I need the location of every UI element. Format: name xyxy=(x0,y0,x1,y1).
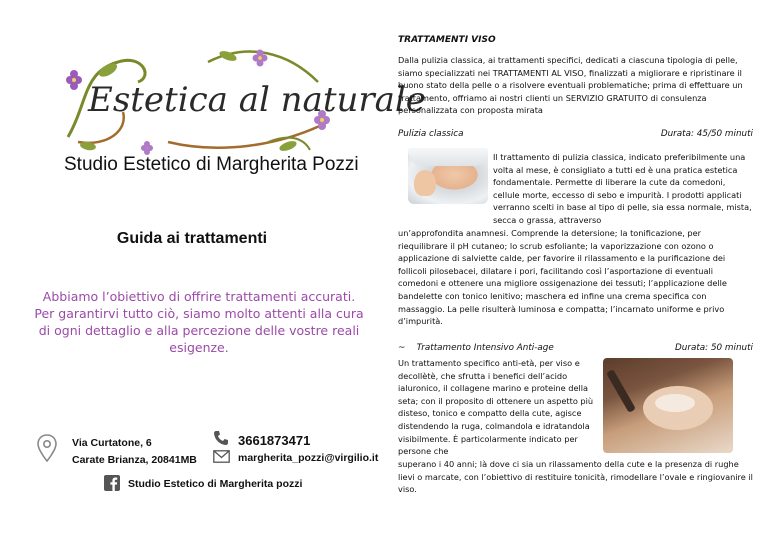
facial-cleansing-photo xyxy=(408,148,488,204)
treatment-name: Trattamento Intensivo Anti-age xyxy=(416,343,554,353)
treatment-description-continued: superano i 40 anni; là dove ci sia un rilassamento della cute e la presenza di rughe lievi o marcate, con l’obiettivo di restituire tonicità, rimodellare l’ovale e ringiovanire il viso. xyxy=(398,459,753,495)
treatment-description-continued: un’approfondita anamnesi. Comprende la detersione; la tonificazione, per riequilibrare il pH cutaneo; lo scrub esfoliante; la vaporizzazione con ozono o applicazione di salviette calde, per favorire il rilassamento e la purificazione dei follicoli pilosebacei, dilatare i pori, facilitando così l’asportazione di eventuali comedoni e ottenere una migliore ossigenazione dei tessuti; l’applicazione delle bandelette con tonico lenitivo; maschera ed infine una crema specifica con massaggio. La pelle risulterà luminosa e compatta; l’incarnato uniforme e privo d’impurità. xyxy=(398,228,727,327)
bullet-icon: ~ xyxy=(398,343,406,353)
anti-age-mask-photo xyxy=(603,358,733,453)
treatment-description: Il trattamento di pulizia classica, indicato preferibilmente una volta al mese, è consigliato a tutti ed è una pratica estetica fondamentale. Permette di liberare la cute da comedoni, cellule morte, eccesso di sebo e impurità. I prodotti applicati verranno scelti in base al tipo di pelle, sia essa normale, mista, secca o grassa, attraverso xyxy=(493,152,752,225)
address-line-1: Via Curtatone, 6 xyxy=(72,437,152,449)
facebook-icon xyxy=(104,475,120,491)
treatment-name-row xyxy=(398,342,554,355)
treatment-duration: Durata: 45/50 minuti xyxy=(660,129,753,139)
address xyxy=(72,435,197,469)
contact-block xyxy=(0,420,384,520)
studio-name: Studio Estetico di Margherita Pozzi xyxy=(64,154,359,175)
flower-icon xyxy=(66,70,82,90)
mission-statement: Abbiamo l’obiettivo di offrire trattamenti accurati. Per garantirvi tutto ciò, siamo molto attenti alla cura di ogni dettaglio e alla percezione delle vostre reali esigenze. xyxy=(34,289,364,355)
phone-number[interactable]: 3661873471 xyxy=(238,433,311,448)
section-title: TRATTAMENTI VISO xyxy=(398,35,496,45)
location-pin-icon xyxy=(37,434,57,462)
phone-icon xyxy=(213,430,229,446)
address-line-2: Carate Brianza, 20841MB xyxy=(72,454,197,466)
treatment-name: Pulizia classica xyxy=(398,129,464,139)
treatment-description: Un trattamento specifico anti-età, per viso e decollètè, che sfrutta i benefici dell’acido ialuronico, il collagene marino e proteine della seta; con il proposito di ottenere un aspetto più disteso, tonico e compatto della cute, agisce distendendo la ruga, colmandola e idratandola visibilmente. È particolarmente indicato per persone che xyxy=(398,358,594,457)
guide-title: Guida ai trattamenti xyxy=(116,230,268,247)
section-intro: Dalla pulizia classica, ai trattamenti specifici, dedicati a ciascuna tipologia di pelle, siamo specializzati nei TRATTAMENTI AL VISO, finalizzati a migliorare e ripristinare il buono stato della pelle o a risolvere eventuali problematiche; prima di effettuare un trattamento, offriamo ai nostri clienti un SERVIZIO GRATUITO di consulenza personalizzata con proposta mirata xyxy=(398,55,743,116)
logo xyxy=(48,42,426,162)
treatment-duration: Durata: 50 minuti xyxy=(674,343,753,353)
logo-text: Estetica al naturale xyxy=(88,80,426,120)
email-address[interactable]: margherita_pozzi@virgilio.it xyxy=(238,452,379,464)
facebook-page-link[interactable]: Studio Estetico di Margherita pozzi xyxy=(128,478,303,490)
mail-icon xyxy=(213,450,230,463)
right-panel xyxy=(398,0,753,543)
